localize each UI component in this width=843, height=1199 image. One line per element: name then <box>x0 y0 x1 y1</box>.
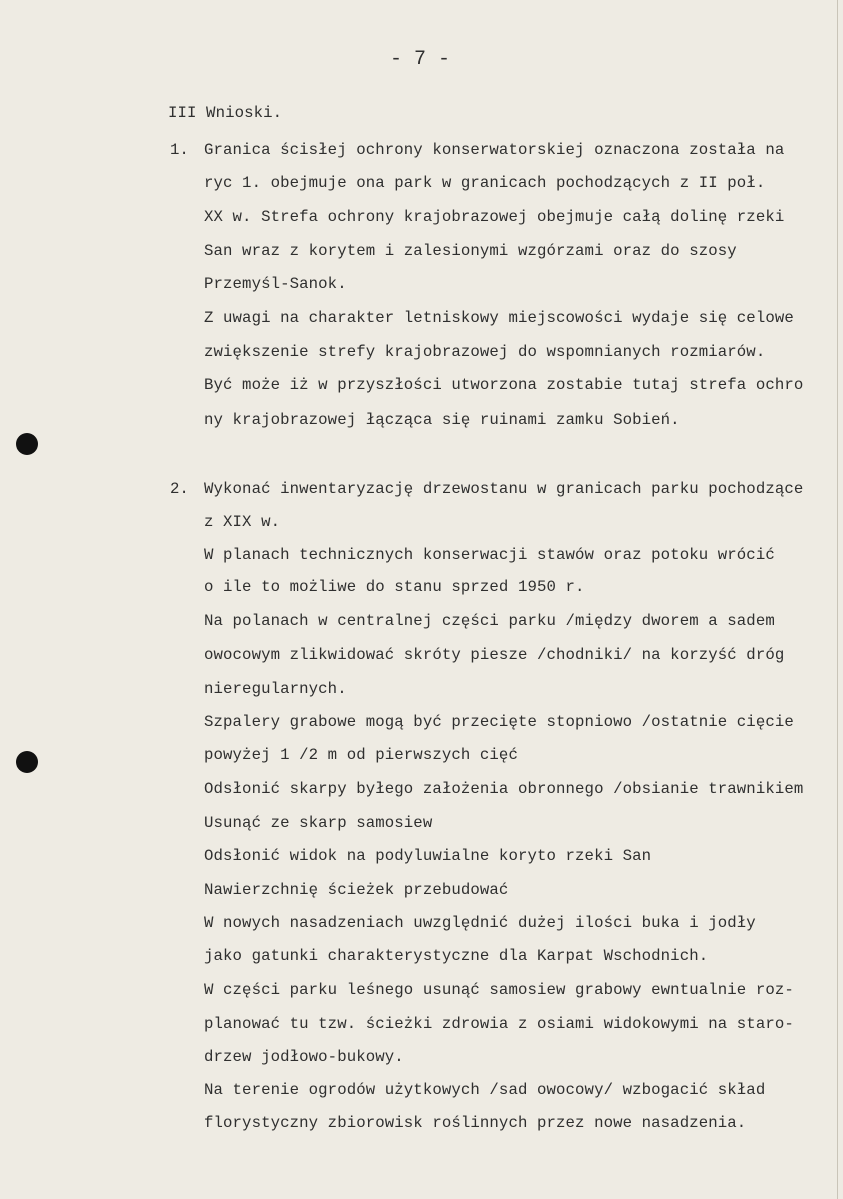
section-2-line-2: z XIX w. <box>204 513 281 531</box>
section-2-line-11: Usunąć ze skarp samosiew <box>204 814 433 832</box>
binder-hole-top <box>16 433 38 455</box>
section-2-line-12: Odsłonić widok na podyluwialne koryto rzeki San <box>204 847 652 865</box>
section-2-line-10: Odsłonić skarpy byłego założenia obronnego /obsianie trawnikiem <box>204 780 804 798</box>
section-2-line-4: o ile to możliwe do stanu sprzed 1950 r. <box>204 578 585 596</box>
section-2-line-17: planować tu tzw. ścieżki zdrowia z osiami widokowymi na staro- <box>204 1015 794 1033</box>
section-1-line-2: ryc 1. obejmuje ona park w granicach pochodzących z II poł. <box>204 174 766 192</box>
section-2-line-19: Na terenie ogrodów użytkowych /sad owocowy/ wzbogacić skład <box>204 1081 766 1099</box>
page-number: - 7 - <box>390 48 451 71</box>
section-1-number: 1. <box>170 141 189 159</box>
section-1-line-8: Być może iż w przyszłości utworzona zostabie tutaj strefa ochro <box>204 376 804 394</box>
section-2-line-18: drzew jodłowo-bukowy. <box>204 1048 404 1066</box>
section-2-line-16: W części parku leśnego usunąć samosiew grabowy ewntualnie roz- <box>204 981 794 999</box>
section-1-line-1: Granica ścisłej ochrony konserwatorskiej oznaczona została na <box>204 141 785 159</box>
section-2-number: 2. <box>170 480 189 498</box>
binder-hole-bottom <box>16 751 38 773</box>
section-2-line-14: W nowych nasadzeniach uwzględnić dużej ilości buka i jodły <box>204 914 756 932</box>
section-2-line-3: W planach technicznych konserwacji stawów oraz potoku wrócić <box>204 546 775 564</box>
section-1-line-6: Z uwagi na charakter letniskowy miejscowości wydaje się celowe <box>204 309 794 327</box>
section-2-line-8: Szpalery grabowe mogą być przecięte stopniowo /ostatnie cięcie <box>204 713 794 731</box>
section-2-line-5: Na polanach w centralnej części parku /między dworem a sadem <box>204 612 775 630</box>
section-2-line-1: Wykonać inwentaryzację drzewostanu w granicach parku pochodzące <box>204 480 804 498</box>
section-2-line-9: powyżej 1 /2 m od pierwszych cięć <box>204 746 518 764</box>
section-2-line-7: nieregularnych. <box>204 680 347 698</box>
section-1-line-4: San wraz z korytem i zalesionymi wzgórzami oraz do szosy <box>204 242 737 260</box>
section-1-line-5: Przemyśl-Sanok. <box>204 275 347 293</box>
section-2-line-15: jako gatunki charakterystyczne dla Karpat Wschodnich. <box>204 947 709 965</box>
page-edge-line <box>837 0 838 1199</box>
section-2-line-6: owocowym zlikwidować skróty piesze /chodniki/ na korzyść dróg <box>204 646 785 664</box>
section-1-line-9: ny krajobrazowej łącząca się ruinami zamku Sobień. <box>204 411 680 429</box>
section-heading: III Wnioski. <box>168 104 283 122</box>
section-1-line-3: XX w. Strefa ochrony krajobrazowej obejmuje całą dolinę rzeki <box>204 208 785 226</box>
section-1-line-7: zwiększenie strefy krajobrazowej do wspomnianych rozmiarów. <box>204 343 766 361</box>
section-2-line-20: florystyczny zbiorowisk roślinnych przez nowe nasadzenia. <box>204 1114 747 1132</box>
section-2-line-13: Nawierzchnię ścieżek przebudować <box>204 881 509 899</box>
